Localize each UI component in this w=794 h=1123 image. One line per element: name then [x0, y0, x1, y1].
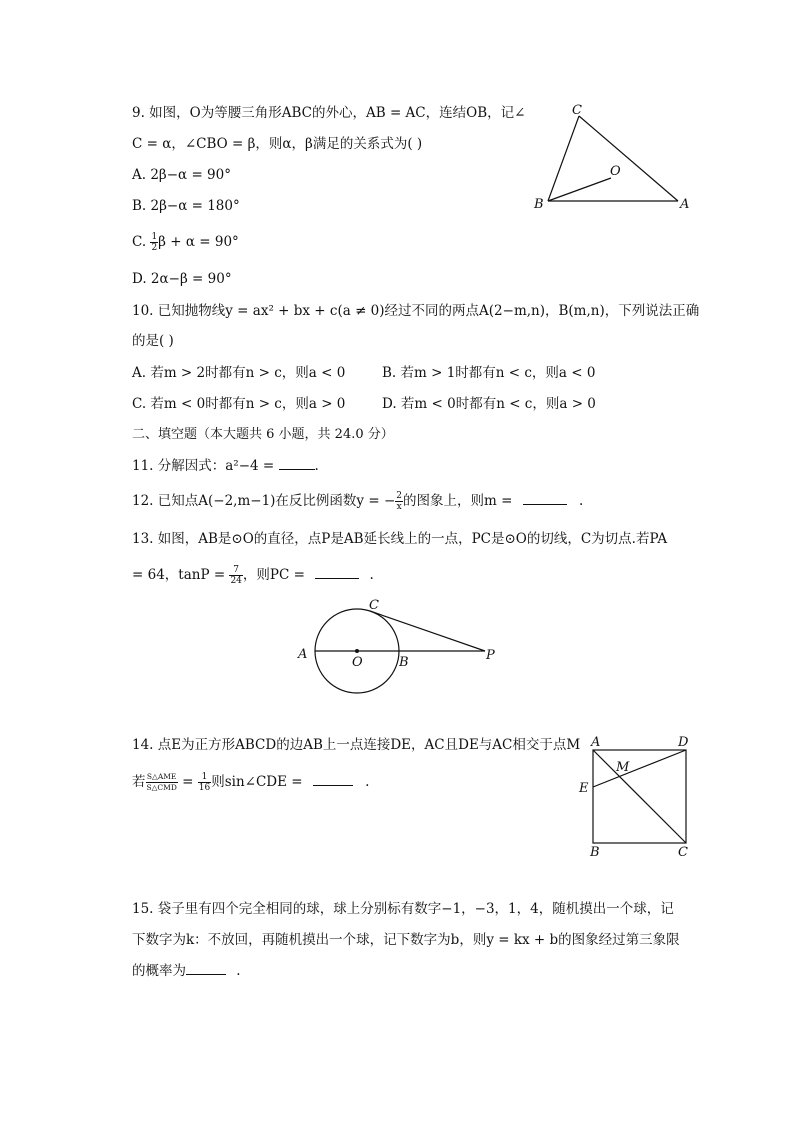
side-cb — [548, 116, 579, 201]
triangle-abc-figure — [528, 98, 698, 216]
segment-de — [593, 750, 686, 787]
q14-suffix: 则sin∠CDE = — [211, 774, 303, 790]
label-c: C — [572, 103, 582, 118]
label-e: E — [579, 781, 589, 796]
diagonal-ac — [593, 750, 686, 843]
q10-option-d: D. 若m < 0时都有n < c，则a > 0 — [382, 396, 596, 412]
q14-line2 — [132, 772, 369, 793]
section-2-heading: 二、填空题（本大题共 6 小题，共 24.0 分） — [132, 427, 394, 442]
q13-blank[interactable] — [315, 566, 359, 579]
q9-line1: 9. 如图，O为等腰三角形ABC的外心，AB = AC，连结OB，记∠ — [132, 105, 526, 121]
label-o: O — [352, 655, 363, 670]
q15-line1: 15. 袋子里有四个完全相同的球，球上分别标有数字−1，−3，1，4，随机摸出一个球，记 — [132, 901, 674, 917]
q14-value-fraction — [198, 772, 211, 793]
q14-line1: 14. 点E为正方形ABCD的边AB上一点连接DE，AC且DE与AC相交于点M — [132, 737, 581, 753]
q14-value-den: 16 — [198, 783, 211, 793]
label-a: A — [680, 197, 690, 212]
q12-fraction — [395, 491, 403, 512]
q9-option-c-prefix: C. — [132, 234, 151, 250]
q12-end: . — [579, 493, 584, 509]
q15-line2: 下数字为k：不放回，再随机摸出一个球，记下数字为b，则y = kx + b的图象经过第三象限 — [132, 932, 680, 948]
q10-option-b: B. 若m > 1时都有n < c，则a < 0 — [382, 365, 596, 381]
q9-option-c-den: 2 — [151, 243, 158, 253]
q15-line3 — [132, 962, 241, 980]
q12-prefix: 12. 已知点A(−2,m−1)在反比例函数y = − — [132, 493, 396, 509]
q13-line1: 13. 如图，AB是⊙O的直径，点P是AB延长线上的一点，PC是⊙O的切线，C为切点.若PA — [132, 531, 668, 547]
q13-fraction — [229, 565, 242, 586]
q14-eq: = — [177, 774, 198, 790]
q11-text: 11. 分解因式：a²−4 = — [132, 458, 279, 474]
q9-line2: C = α，∠CBO = β，则α，β满足的关系式为( ) — [132, 136, 423, 152]
q14-prefix: 若 — [132, 774, 146, 790]
q12-num: 2 — [396, 491, 403, 501]
q14-value-num: 1 — [198, 772, 211, 783]
label-m: M — [616, 760, 630, 775]
q14-end: . — [365, 774, 370, 790]
circle-tangent-figure — [290, 596, 502, 698]
label-p: P — [486, 648, 495, 663]
q9-option-c-num: 1 — [151, 232, 158, 242]
label-d: D — [678, 735, 689, 750]
q13-prefix: = 64，tanP = — [132, 567, 230, 583]
label-o: O — [610, 164, 621, 179]
q10-line1: 10. 已知抛物线y = ax² + bx + c(a ≠ 0)经过不同的两点A(2−m,n)，B(m,n)，下列说法正确 — [132, 303, 700, 319]
q14-area-den: S△CMD — [146, 783, 177, 792]
q12-den: x — [396, 502, 402, 512]
label-a: A — [591, 735, 601, 750]
q11-blank[interactable] — [279, 457, 315, 470]
square-abcd-figure — [576, 732, 698, 862]
q9-option-c-fraction — [150, 232, 158, 253]
q11-line — [132, 457, 319, 475]
q13-line2 — [132, 565, 374, 586]
q15-blank[interactable] — [186, 962, 226, 975]
q10-option-a: A. 若m > 2时都有n > c，则a < 0 — [132, 365, 346, 381]
tangent-pc — [370, 611, 485, 651]
q12-suffix: 的图象上，则m = — [403, 493, 513, 509]
label-a: A — [298, 647, 308, 662]
q9-option-b: B. 2β−α = 180° — [132, 198, 240, 214]
q14-blank[interactable] — [313, 773, 353, 786]
label-b: B — [534, 197, 544, 212]
q13-suffix: ，则PC = — [242, 567, 305, 583]
q11-end: . — [314, 458, 319, 474]
q10-option-c: C. 若m < 0时都有n > c，则a > 0 — [132, 396, 346, 412]
q13-num: 7 — [229, 565, 242, 576]
label-b: B — [399, 655, 409, 670]
q9-option-d: D. 2α−β = 90° — [132, 271, 232, 287]
q12-line — [132, 491, 583, 512]
segment-bo — [548, 178, 611, 201]
q14-area-num: S△AME — [146, 772, 177, 781]
q13-end: . — [369, 567, 374, 583]
q13-den: 24 — [230, 576, 242, 586]
q12-blank[interactable] — [523, 492, 567, 505]
q9-option-c-suffix: β + α = 90° — [158, 234, 239, 250]
center-o-dot — [355, 649, 359, 653]
q14-area-fraction — [146, 772, 178, 793]
label-c: C — [678, 845, 688, 860]
label-c: C — [369, 598, 379, 613]
side-ca — [579, 116, 678, 201]
q10-line2: 的是( ) — [132, 333, 174, 349]
q9-option-a: A. 2β−α = 90° — [132, 167, 231, 183]
q15-end: . — [236, 963, 241, 979]
q15-text: 的概率为 — [132, 963, 186, 979]
label-b: B — [590, 845, 600, 860]
q9-option-c — [132, 232, 239, 253]
